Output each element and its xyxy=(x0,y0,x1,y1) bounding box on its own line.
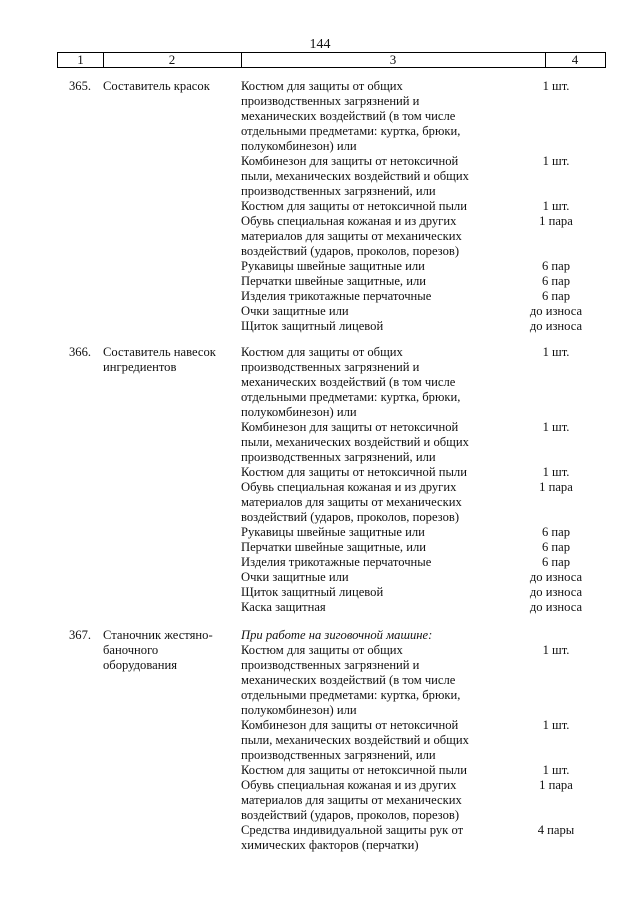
equipment-item-text: Костюм для защиты от общих производственных загрязнений и механических воздействий (в том числе отдельными предметами: куртка, брюки, полукомбинезон) или xyxy=(241,345,461,419)
equipment-list xyxy=(241,628,575,853)
equipment-item xyxy=(241,600,583,615)
equipment-quantity: до износа xyxy=(529,585,583,599)
profession-name: Составитель красок xyxy=(103,79,210,93)
equipment-item xyxy=(241,289,571,304)
equipment-item-text: При работе на зиговочной машине: xyxy=(241,628,433,642)
equipment-quantity: 1 шт. xyxy=(542,718,570,732)
equipment-item xyxy=(241,763,570,778)
equipment-item-text: Очки защитные или xyxy=(241,304,349,318)
equipment-item-text: Обувь специальная кожаная и из других материалов для защиты от механических воздействий (ударов, проколов, порезов) xyxy=(241,214,462,258)
equipment-quantity: 6 пар xyxy=(541,259,571,273)
equipment-quantity: 1 шт. xyxy=(542,79,570,93)
equipment-item-text: Щиток защитный лицевой xyxy=(241,585,384,599)
column-header: 1 xyxy=(58,53,104,67)
equipment-quantity: 6 пар xyxy=(541,555,571,569)
equipment-item-text: Средства индивидуальной защиты рук от химических факторов (перчатки) xyxy=(241,823,464,852)
equipment-item-text: Обувь специальная кожаная и из других материалов для защиты от механических воздействий (ударов, проколов, порезов) xyxy=(241,480,462,524)
equipment-item xyxy=(241,465,570,480)
equipment-item-text: Обувь специальная кожаная и из других материалов для защиты от механических воздействий (ударов, проколов, порезов) xyxy=(241,778,462,822)
equipment-quantity: 1 шт. xyxy=(542,643,570,657)
equipment-quantity: 1 пара xyxy=(539,214,573,228)
equipment-quantity: 1 шт. xyxy=(542,465,570,479)
equipment-quantity: до износа xyxy=(529,570,583,584)
equipment-quantity: 6 пар xyxy=(541,289,571,303)
row-number: 365. xyxy=(69,79,92,93)
column-header: 4 xyxy=(571,52,579,67)
equipment-item xyxy=(241,525,571,540)
row-number: 366. xyxy=(69,345,92,359)
equipment-item-text: Костюм для защиты от общих производственных загрязнений и механических воздействий (в том числе отдельными предметами: куртка, брюки, полукомбинезон) или xyxy=(241,79,461,153)
equipment-quantity: до износа xyxy=(529,319,583,333)
equipment-item xyxy=(241,480,573,525)
equipment-item-text: Перчатки швейные защитные, или xyxy=(241,274,426,288)
equipment-item-text: Костюм для защиты от общих производственных загрязнений и механических воздействий (в том числе отдельными предметами: куртка, брюки, полукомбинезон) или xyxy=(241,643,461,717)
equipment-item xyxy=(241,555,571,570)
equipment-item xyxy=(241,199,570,214)
equipment-quantity: 4 пары xyxy=(537,823,575,837)
equipment-quantity: 1 шт. xyxy=(542,199,570,213)
equipment-item-text: Очки защитные или xyxy=(241,570,349,584)
equipment-quantity: 6 пар xyxy=(541,274,571,288)
equipment-item-text: Рукавицы швейные защитные или xyxy=(241,525,425,539)
row-number: 367. xyxy=(69,628,92,642)
equipment-list xyxy=(241,79,583,334)
equipment-quantity: 6 пар xyxy=(541,540,571,554)
page-number: 144 xyxy=(309,37,331,52)
equipment-item xyxy=(241,154,570,199)
equipment-quantity: 1 пара xyxy=(539,480,573,494)
equipment-item-text: Костюм для защиты от нетоксичной пыли xyxy=(241,465,467,479)
equipment-item xyxy=(241,778,573,823)
equipment-quantity: 1 пара xyxy=(539,778,573,792)
equipment-item xyxy=(241,214,573,259)
equipment-item xyxy=(241,585,583,600)
equipment-item-text: Каска защитная xyxy=(241,600,326,614)
equipment-item xyxy=(241,570,583,585)
equipment-quantity: 1 шт. xyxy=(542,345,570,359)
equipment-item xyxy=(241,304,583,319)
profession-name: Станочник жестяно-баночного оборудования xyxy=(103,628,213,672)
equipment-list xyxy=(241,345,583,615)
column-header: 3 xyxy=(241,53,546,67)
equipment-item xyxy=(241,345,570,420)
equipment-item-text: Комбинезон для защиты от нетоксичной пыли, механических воздействий и общих производственных загрязнений, или xyxy=(241,154,469,198)
equipment-item xyxy=(241,628,491,643)
equipment-item-text: Перчатки швейные защитные, или xyxy=(241,540,426,554)
equipment-item-text: Рукавицы швейные защитные или xyxy=(241,259,425,273)
equipment-item xyxy=(241,643,570,718)
equipment-item xyxy=(241,319,583,334)
equipment-item-text: Комбинезон для защиты от нетоксичной пыли, механических воздействий и общих производственных загрязнений, или xyxy=(241,718,469,762)
profession-name: Составитель навесок ингредиентов xyxy=(103,345,216,374)
table-header xyxy=(57,52,606,68)
equipment-item-text: Комбинезон для защиты от нетоксичной пыли, механических воздействий и общих производственных загрязнений, или xyxy=(241,420,469,464)
equipment-item-text: Изделия трикотажные перчаточные xyxy=(241,555,432,569)
equipment-item-text: Изделия трикотажные перчаточные xyxy=(241,289,432,303)
column-header: 2 xyxy=(103,53,242,67)
equipment-item xyxy=(241,274,571,289)
equipment-item-text: Костюм для защиты от нетоксичной пыли xyxy=(241,199,467,213)
equipment-item xyxy=(241,823,575,853)
equipment-item-text: Щиток защитный лицевой xyxy=(241,319,384,333)
equipment-quantity: 1 шт. xyxy=(542,763,570,777)
equipment-item-text: Костюм для защиты от нетоксичной пыли xyxy=(241,763,467,777)
equipment-item xyxy=(241,718,570,763)
equipment-item xyxy=(241,79,570,154)
equipment-quantity: до износа xyxy=(529,304,583,318)
equipment-quantity: 1 шт. xyxy=(542,154,570,168)
equipment-item xyxy=(241,259,571,274)
equipment-item xyxy=(241,540,571,555)
equipment-quantity: 1 шт. xyxy=(542,420,570,434)
equipment-quantity: 6 пар xyxy=(541,525,571,539)
equipment-quantity: до износа xyxy=(529,600,583,614)
equipment-item xyxy=(241,420,570,465)
